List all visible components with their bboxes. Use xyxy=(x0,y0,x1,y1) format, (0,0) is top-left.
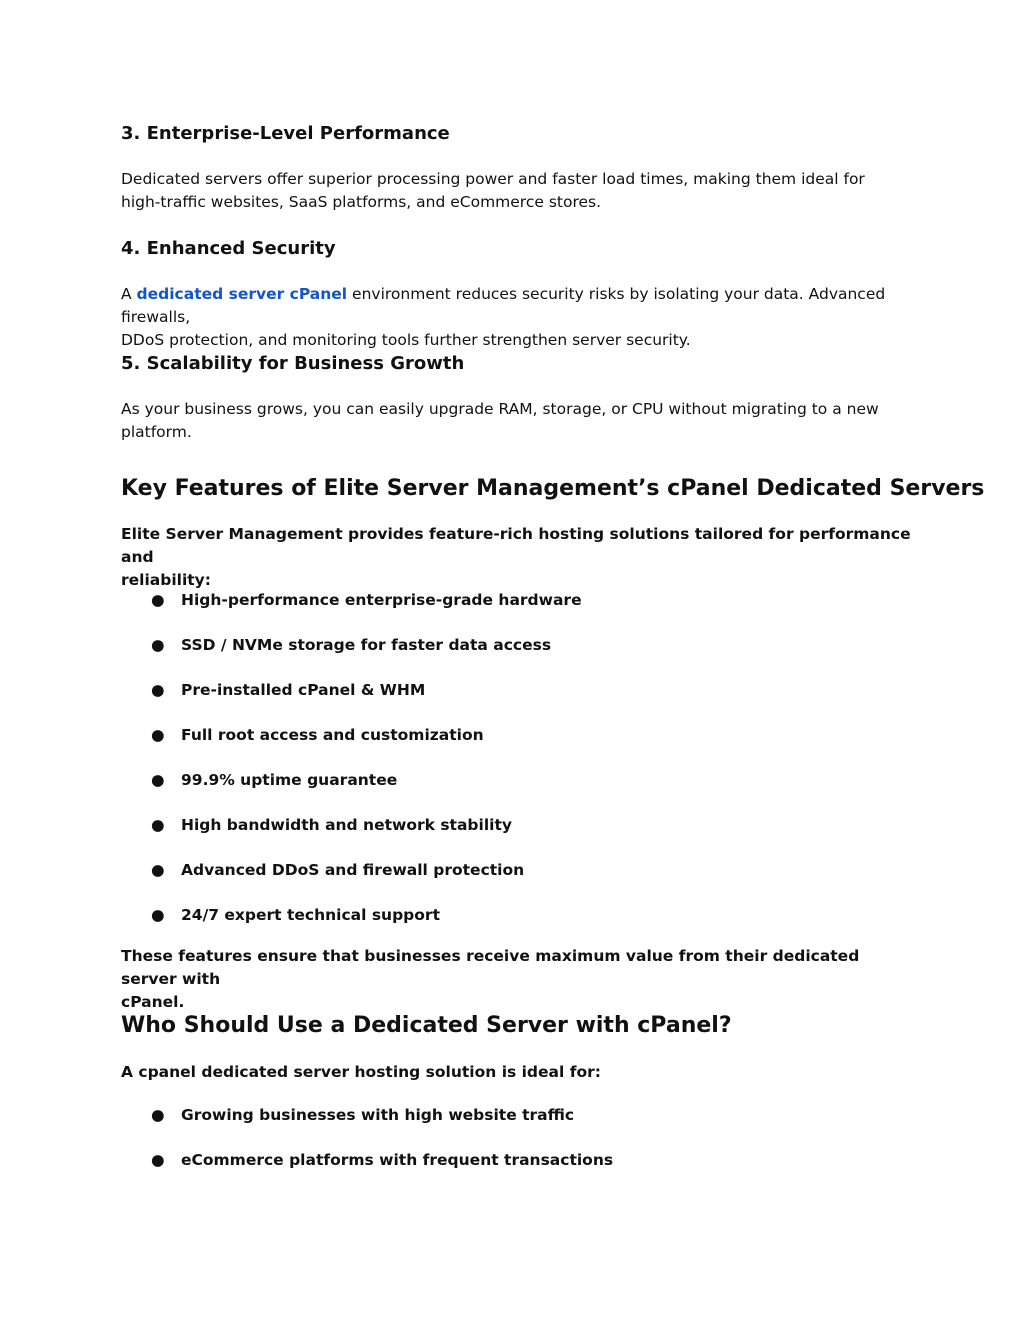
bullet-icon: ● xyxy=(151,771,165,789)
list-item-label: High bandwidth and network stability xyxy=(181,816,512,834)
list-item xyxy=(151,814,512,836)
heading-enterprise-performance: 3. Enterprise-Level Performance xyxy=(121,123,450,144)
list-item xyxy=(151,589,582,611)
paragraph-line: reliability: xyxy=(121,571,211,589)
dedicated-server-cpanel-link[interactable]: dedicated server cPanel xyxy=(136,285,348,303)
paragraph-text: A xyxy=(121,285,137,303)
bullet-icon: ● xyxy=(151,726,165,744)
heading-key-features: Key Features of Elite Server Management’s cPanel Dedicated Servers xyxy=(121,476,985,501)
paragraph-line: As your business grows, you can easily upgrade RAM, storage, or CPU without migrating to a new xyxy=(121,400,879,418)
list-item-label: Pre-installed cPanel & WHM xyxy=(181,681,426,699)
bullet-icon: ● xyxy=(151,1106,165,1124)
paragraph-features-intro xyxy=(121,523,911,592)
paragraph-line: Elite Server Management provides feature-rich hosting solutions tailored for performance and xyxy=(121,525,911,566)
list-item-label: Advanced DDoS and firewall protection xyxy=(181,861,525,879)
paragraph-line: Dedicated servers offer superior processing power and faster load times, making them ideal for xyxy=(121,170,865,188)
list-item xyxy=(151,1104,574,1126)
list-item xyxy=(151,904,440,926)
bullet-icon: ● xyxy=(151,906,165,924)
list-item xyxy=(151,1149,613,1171)
heading-enhanced-security: 4. Enhanced Security xyxy=(121,238,336,259)
bullet-icon: ● xyxy=(151,681,165,699)
bullet-icon: ● xyxy=(151,861,165,879)
heading-scalability: 5. Scalability for Business Growth xyxy=(121,353,465,374)
paragraph-enterprise-performance xyxy=(121,168,911,214)
paragraph-enhanced-security xyxy=(121,283,911,352)
list-item-label: 99.9% uptime guarantee xyxy=(181,771,398,789)
paragraph-line: high-traffic websites, SaaS platforms, and eCommerce stores. xyxy=(121,193,602,211)
list-item-label: eCommerce platforms with frequent transactions xyxy=(181,1151,614,1169)
list-item-label: 24/7 expert technical support xyxy=(181,906,440,924)
bullet-icon: ● xyxy=(151,591,165,609)
list-item xyxy=(151,679,425,701)
bullet-icon: ● xyxy=(151,636,165,654)
paragraph-line: These features ensure that businesses receive maximum value from their dedicated server with xyxy=(121,947,860,988)
list-item-label: High-performance enterprise-grade hardware xyxy=(181,591,582,609)
bullet-icon: ● xyxy=(151,816,165,834)
list-item-label: SSD / NVMe storage for faster data access xyxy=(181,636,552,654)
paragraph-line: DDoS protection, and monitoring tools further strengthen server security. xyxy=(121,331,691,349)
heading-who-should-use: Who Should Use a Dedicated Server with cPanel? xyxy=(121,1013,732,1038)
list-item xyxy=(151,634,551,656)
list-item-label: Growing businesses with high website traffic xyxy=(181,1106,575,1124)
list-item xyxy=(151,724,484,746)
list-item xyxy=(151,859,524,881)
paragraph-line: platform. xyxy=(121,423,192,441)
bullet-icon: ● xyxy=(151,1151,165,1169)
paragraph-text: environment reduces security risks by isolating your data. Advanced firewalls, xyxy=(121,285,886,326)
list-item-label: Full root access and customization xyxy=(181,726,484,744)
paragraph-line: cPanel. xyxy=(121,993,185,1011)
paragraph-audience-intro: A cpanel dedicated server hosting solution is ideal for: xyxy=(121,1063,601,1081)
list-item xyxy=(151,769,397,791)
paragraph-scalability xyxy=(121,398,911,444)
paragraph-features-outro xyxy=(121,945,911,1014)
